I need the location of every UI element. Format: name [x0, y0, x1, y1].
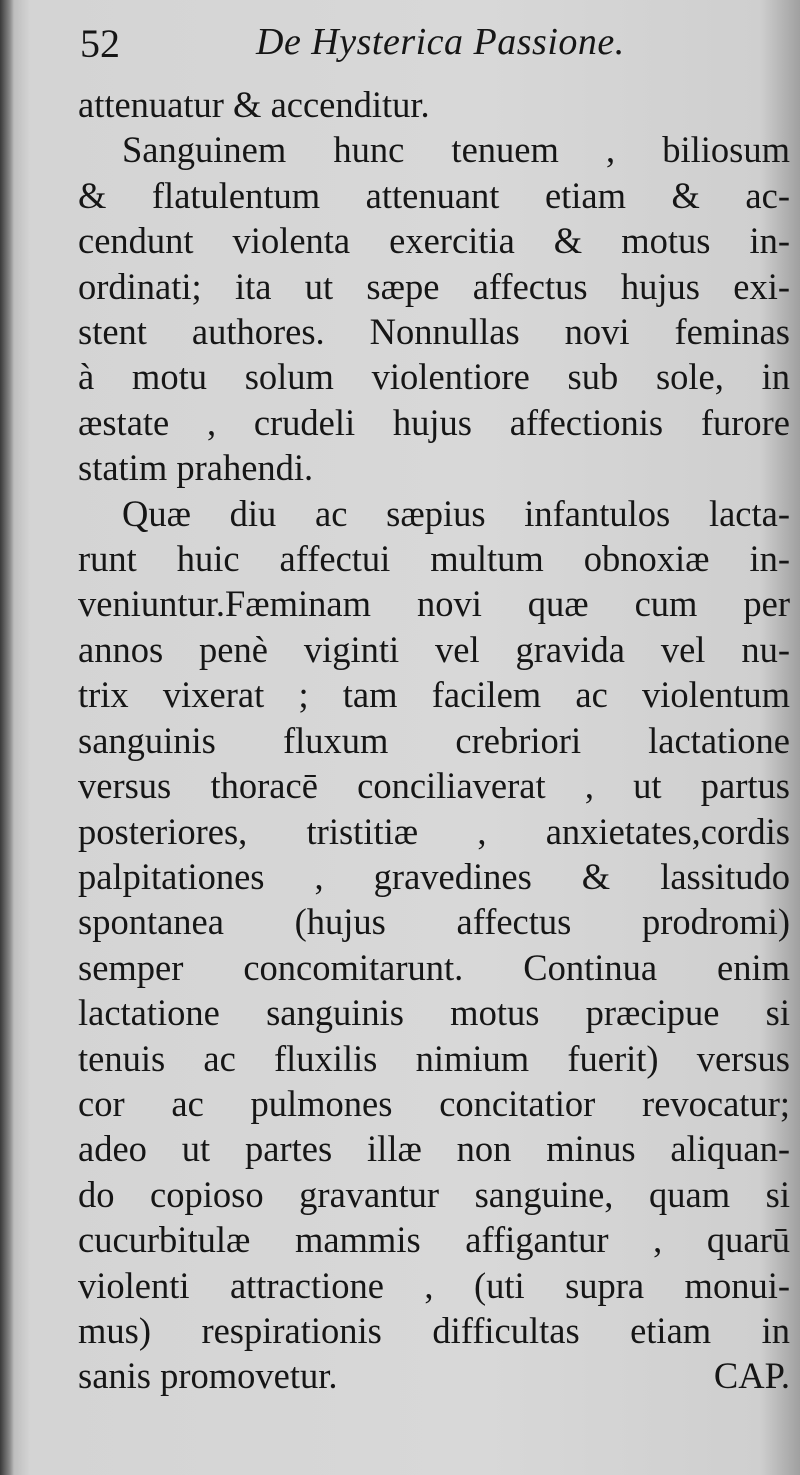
text-line: mus) respirationis difficultas etiam in — [78, 1309, 790, 1351]
text-line: à motu solum violentiore sub sole, in — [78, 356, 790, 398]
text-line: posteriores, tristitiæ , anxietates,cordis — [78, 810, 790, 852]
catchword: CAP. — [713, 1355, 790, 1397]
text-line: ordinati; ita ut sæpe affectus hujus exi- — [78, 265, 790, 307]
text-line: sanguinis fluxum crebriori lactatione — [78, 719, 790, 761]
text-line: statim prahendi. — [78, 447, 314, 489]
text-line: Sanguinem hunc tenuem , biliosum — [122, 129, 790, 171]
body-text — [78, 82, 790, 1399]
text-line: cor ac pulmones concitatior revocatur; — [78, 1082, 790, 1124]
text-line: annos penè viginti vel gravida vel nu- — [78, 628, 790, 670]
text-line: & flatulentum attenuant etiam & ac- — [78, 174, 790, 216]
text-line: cendunt violenta exercitia & motus in- — [78, 220, 790, 262]
text-line: stent authores. Nonnullas novi feminas — [78, 311, 790, 353]
text-line: veniuntur.Fæminam novi quæ cum per — [78, 583, 790, 625]
text-line: semper concomitarunt. Continua enim — [78, 946, 790, 988]
text-line: tenuis ac fluxilis nimium fuerit) versus — [78, 1037, 790, 1079]
page-number: 52 — [80, 21, 120, 66]
text-line: violenti attractione , (uti supra monui- — [78, 1264, 790, 1306]
text-line: lactatione sanguinis motus præcipue si — [78, 992, 790, 1034]
text-line: adeo ut partes illæ non minus aliquan- — [78, 1128, 790, 1170]
text-line: attenuatur & accenditur. — [78, 84, 430, 125]
final-text: sanis promovetur. — [78, 1355, 338, 1397]
text-line: Quæ diu ac sæpius infantulos lacta- — [122, 492, 790, 534]
text-line: versus thoracē conciliaverat , ut partus — [78, 765, 790, 807]
running-title: De Hysterica Passione. — [256, 21, 625, 63]
text-line: runt huic affectui multum obnoxiæ in- — [78, 538, 790, 580]
text-line: æstate , crudeli hujus affectionis furore — [78, 401, 790, 443]
text-line: cucurbitulæ mammis affigantur , quarū — [78, 1219, 790, 1261]
page-header — [80, 14, 780, 74]
final-line — [78, 1353, 790, 1398]
page-gutter-shadow — [0, 0, 14, 1475]
text-line: trix vixerat ; tam facilem ac violentum — [78, 674, 790, 716]
text-line: spontanea (hujus affectus prodromi) — [78, 901, 790, 943]
text-line: do copioso gravantur sanguine, quam si — [78, 1173, 790, 1215]
text-line: palpitationes , gravedines & lassitudo — [78, 855, 790, 897]
